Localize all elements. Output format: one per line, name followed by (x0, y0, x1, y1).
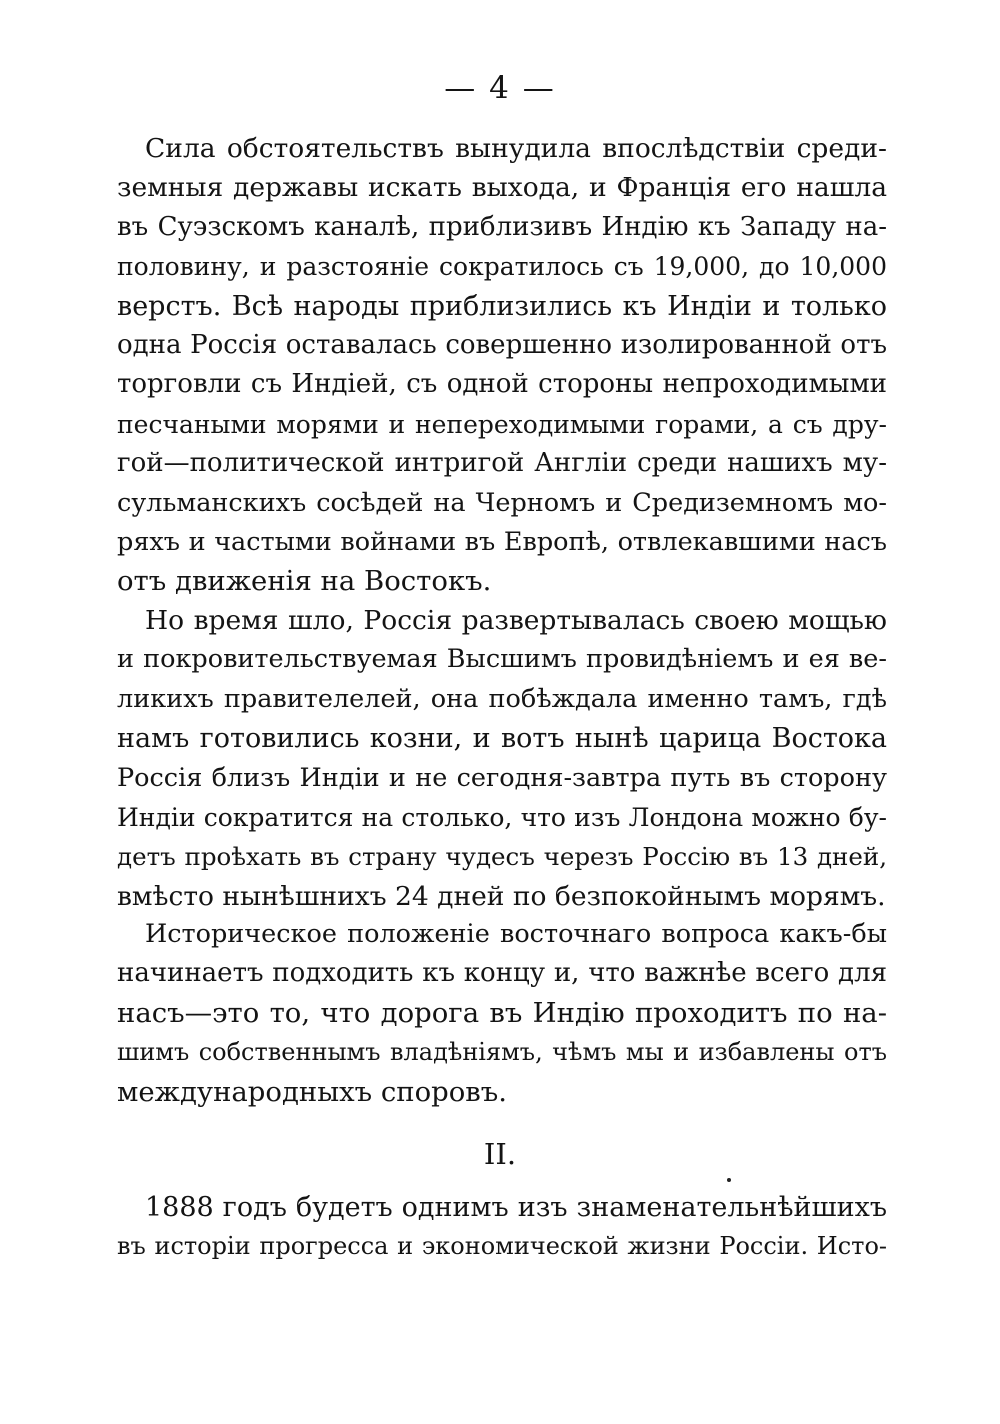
text-line: торговли съ Индіей, съ одной стороны непроходимыми (117, 369, 887, 400)
section-heading: II. (483, 1137, 517, 1171)
paragraph-2 (117, 601, 887, 916)
text-line: одна Россія оставалась совершенно изолированной отъ (117, 329, 887, 360)
text-line: Но время шло, Россія развертывалась своею мощью (145, 605, 887, 636)
page-number: — 4 — (444, 70, 556, 106)
text-line: половину, и разстояніе сократилось съ 19,000, до 10,000 (117, 252, 887, 282)
text-line: гой—политической интригой Англіи среди нашихъ му- (117, 448, 887, 479)
paragraph-4 (117, 1188, 887, 1267)
text-line: Историческое положеніе восточнаго вопроса какъ-бы (145, 919, 887, 949)
text-line: вмѣсто нынѣшнихъ 24 дней по безпокойнымъ морямъ. (117, 880, 886, 912)
text-line: международныхъ споровъ. (117, 1075, 508, 1108)
text-line: въ Суэзскомъ каналѣ, приблизивъ Индію къ Западу на- (117, 211, 887, 242)
text-line: сульманскихъ сосѣдей на Черномъ и Средиземномъ мо- (117, 487, 887, 518)
text-line: намъ готовились козни, и вотъ нынѣ царица Востока (117, 723, 887, 755)
text-line: детъ проѣхать въ страну чудесъ черезъ Россію въ 13 дней, (117, 842, 887, 872)
text-line: ликихъ правителелей, она побѣждала именно тамъ, гдѣ (117, 683, 887, 714)
text-line: ряхъ и частыми войнами въ Европѣ, отвлекавшими насъ (117, 526, 887, 557)
text-line: Сила обстоятельствъ вынудила впослѣдствіи среди- (145, 133, 887, 164)
print-speck (727, 1178, 731, 1182)
paragraph-3 (117, 915, 887, 1112)
text-line: шимъ собственнымъ владѣніямъ, чѣмъ мы и избавлены отъ (117, 1038, 887, 1067)
text-line: верстъ. Всѣ народы приблизились къ Индіи и только (117, 290, 887, 322)
text-line: въ исторіи прогресса и экономической жизни Россіи. Исто- (117, 1232, 887, 1261)
text-line: начинаетъ подходить къ концу и, что важнѣе всего для (117, 958, 887, 989)
text-line: 1888 годъ будетъ однимъ изъ знаменательнѣйшихъ (145, 1192, 887, 1223)
paragraph-1 (117, 129, 887, 602)
text-line: Россія близъ Индіи и не сегодня-завтра путь въ сторону (117, 762, 887, 793)
text-line: Индіи сократится на столько, что изъ Лондона можно бу- (117, 802, 887, 832)
text-line: отъ движенія на Востокъ. (117, 565, 492, 598)
text-line: песчаными морями и непереходимыми горами, а съ дру- (117, 409, 887, 439)
text-line: земныя державы искать выхода, и Франція его нашла (117, 172, 887, 204)
text-line: насъ—это то, что дорога въ Индію проходитъ по на- (117, 996, 887, 1029)
text-line: и покровительствуемая Высшимъ провидѣніемъ и ея ве- (117, 644, 887, 675)
